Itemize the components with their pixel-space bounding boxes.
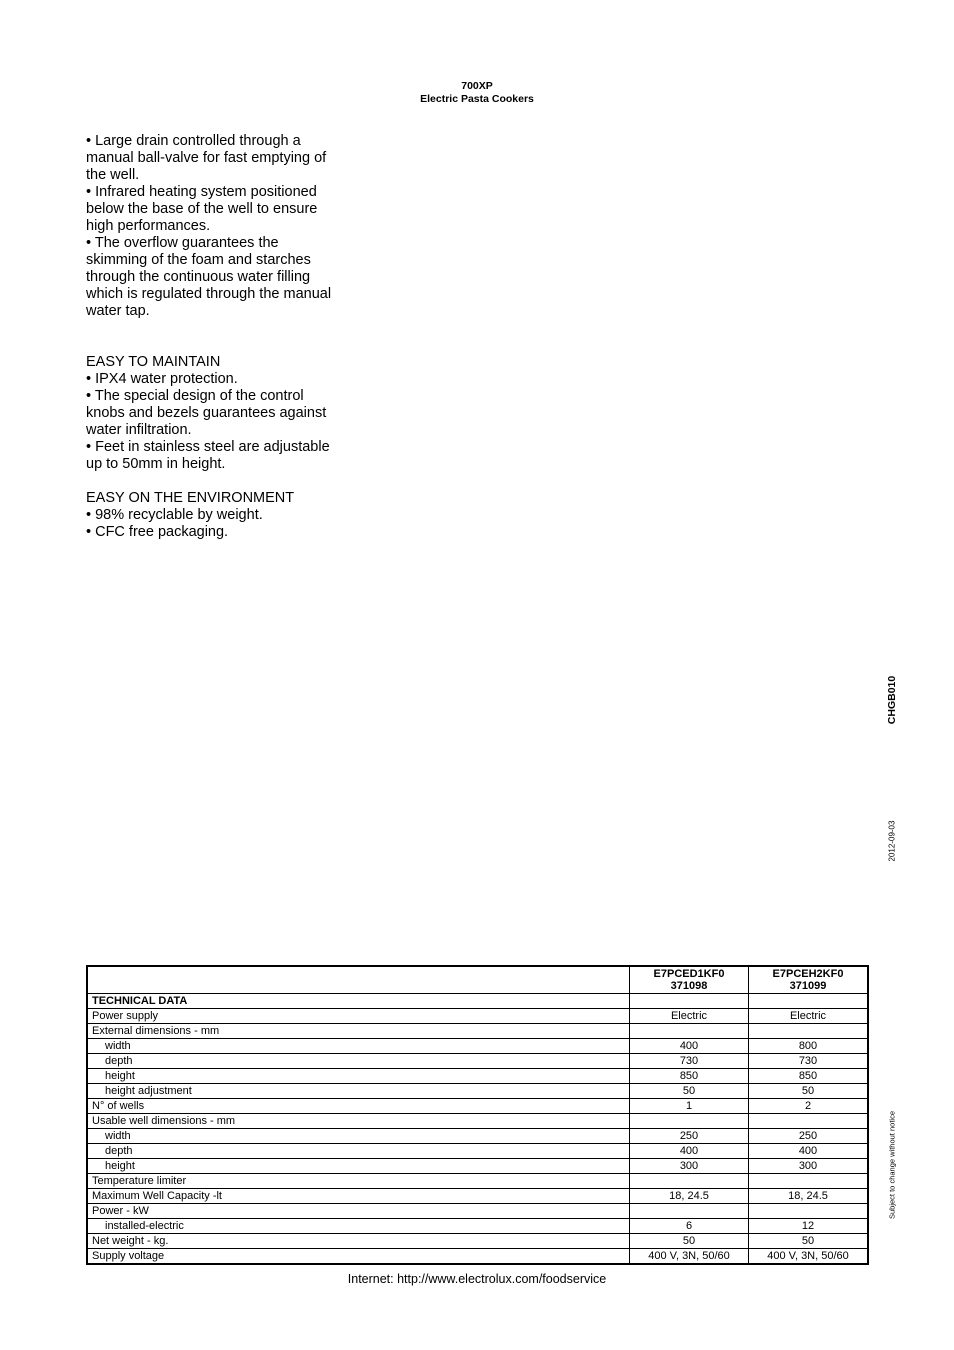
table-row: Maximum Well Capacity -lt 18, 24.5 18, 24.5	[87, 1189, 868, 1204]
environment-bullet: • CFC free packaging.	[86, 524, 229, 540]
table-row: installed-electric 6 12	[87, 1219, 868, 1234]
table-row: Net weight - kg. 50 50	[87, 1234, 868, 1249]
table-row: height 850 850	[87, 1069, 868, 1084]
table-row: Supply voltage 400 V, 3N, 50/60 400 V, 3N, 50/60	[87, 1249, 868, 1265]
table-row: depth 400 400	[87, 1144, 868, 1159]
model-2-header: E7PCEH2KF0 371099	[749, 966, 869, 994]
maintain-bullet: • The special design of the control knobs and bezels guarantees against water infiltration.	[86, 388, 327, 438]
section-title: TECHNICAL DATA	[87, 994, 630, 1009]
page-header	[0, 80, 954, 106]
table-row: height adjustment 50 50	[87, 1084, 868, 1099]
feature-bullet: • The overflow guarantees the skimming of the foam and starches through the continuous water filling which is regulated through the manual water tap.	[86, 235, 332, 319]
maintain-bullet: • Feet in stainless steel are adjustable up to 50mm in height.	[86, 439, 330, 472]
table-row: height 300 300	[87, 1159, 868, 1174]
table-row: width 250 250	[87, 1129, 868, 1144]
table-row: width 400 800	[87, 1039, 868, 1054]
table-row: Power supply Electric Electric	[87, 1009, 868, 1024]
maintain-bullet: • IPX4 water protection.	[86, 371, 238, 387]
environment-bullet: • 98% recyclable by weight.	[86, 507, 263, 523]
disclaimer-note: Subject to change without notice	[887, 1111, 897, 1219]
document-date: 2012-09-03	[887, 820, 897, 862]
table-row: Power - kW	[87, 1204, 868, 1219]
table-header-row	[87, 966, 868, 994]
model-1-header: E7PCED1KF0 371098	[630, 966, 749, 994]
maintain-heading: EASY TO MAINTAIN	[86, 354, 221, 370]
table-row: Usable well dimensions - mm	[87, 1114, 868, 1129]
table-row: External dimensions - mm	[87, 1024, 868, 1039]
model-title: 700XP	[461, 80, 493, 92]
document-code: CHGB010	[886, 675, 898, 725]
footer-url: Internet: http://www.electrolux.com/foodservice	[347, 1272, 607, 1286]
technical-data-table	[86, 965, 869, 1265]
feature-bullet: • Large drain controlled through a manual ball-valve for fast emptying of the well.	[86, 133, 327, 183]
product-subtitle: Electric Pasta Cookers	[420, 93, 534, 105]
table-row: N° of wells 1 2	[87, 1099, 868, 1114]
table-row: depth 730 730	[87, 1054, 868, 1069]
feature-bullet: • Infrared heating system positioned below the base of the well to ensure high performances.	[86, 184, 318, 234]
environment-heading: EASY ON THE ENVIRONMENT	[86, 490, 295, 506]
table-row: Temperature limiter	[87, 1174, 868, 1189]
section-title-row	[87, 994, 868, 1009]
feature-text	[86, 133, 336, 541]
